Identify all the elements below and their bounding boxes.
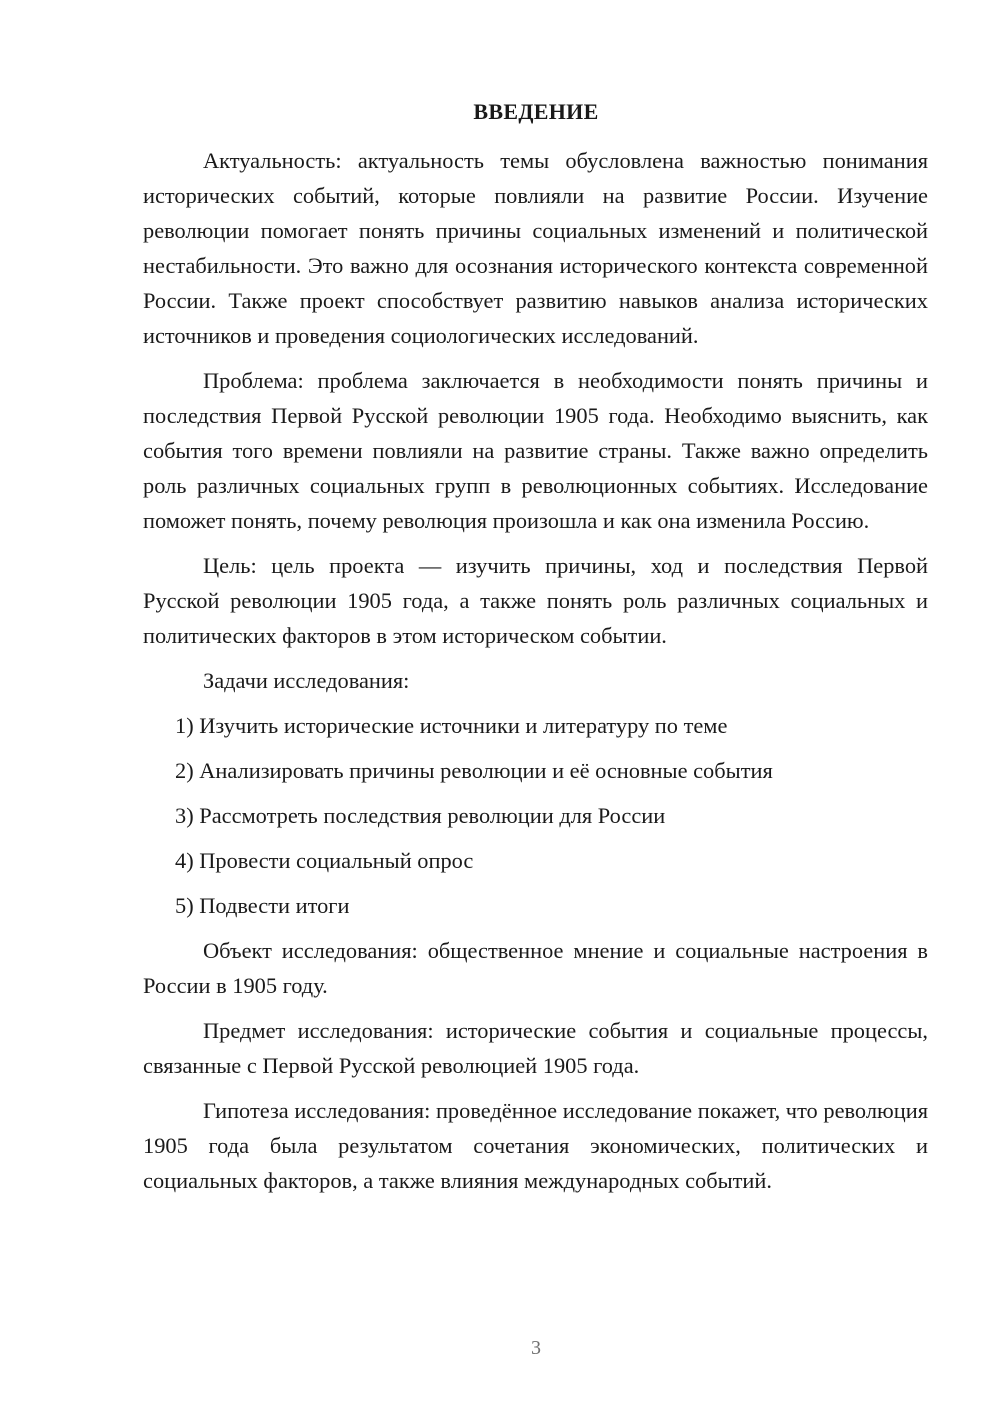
object-paragraph: Объект исследования: общественное мнение и социальные настроения в России в 1905 году. (143, 938, 928, 998)
task-item: 5) Подвести итоги (175, 893, 350, 918)
page-number: 3 (531, 1337, 541, 1359)
hypothesis-paragraph: Гипотеза исследования: проведённое исследование покажет, что революция 1905 года была результатом сочетания экономических, политических и социальных факторов, а также влияния международных событий. (143, 1098, 928, 1193)
tasks-list (143, 708, 928, 923)
document-body (143, 143, 928, 1208)
goal-paragraph: Цель: цель проекта — изучить причины, ход и последствия Первой Русской революции 1905 года, а также понять роль различных социальных и политических факторов в этом историческом событии. (143, 553, 928, 648)
task-item: 2) Анализировать причины революции и её основные события (175, 758, 773, 783)
tasks-heading: Задачи исследования: (203, 668, 410, 693)
relevance-paragraph: Актуальность: актуальность темы обусловлена важностью понимания исторических событий, которые повлияли на развитие России. Изучение революции помогает понять причины социальных изменений и политической нестабильности. Это важно для осознания исторического контекста современной России. Также проект способствует развитию навыков анализа исторических источников и проведения социологических исследований. (143, 148, 928, 348)
task-item: 4) Провести социальный опрос (175, 848, 474, 873)
section-heading: ВВЕДЕНИЕ (473, 99, 599, 124)
task-item: 1) Изучить исторические источники и литературу по теме (175, 713, 728, 738)
subject-paragraph: Предмет исследования: исторические события и социальные процессы, связанные с Первой Русской революцией 1905 года. (143, 1018, 928, 1078)
task-item: 3) Рассмотреть последствия революции для России (175, 803, 666, 828)
problem-paragraph: Проблема: проблема заключается в необходимости понять причины и последствия Первой Русской революции 1905 года. Необходимо выяснить, как события того времени повлияли на развитие страны. Также важно определить роль различных социальных групп в революционных событиях. Исследование поможет понять, почему революция произошла и как она изменила Россию. (143, 368, 928, 533)
